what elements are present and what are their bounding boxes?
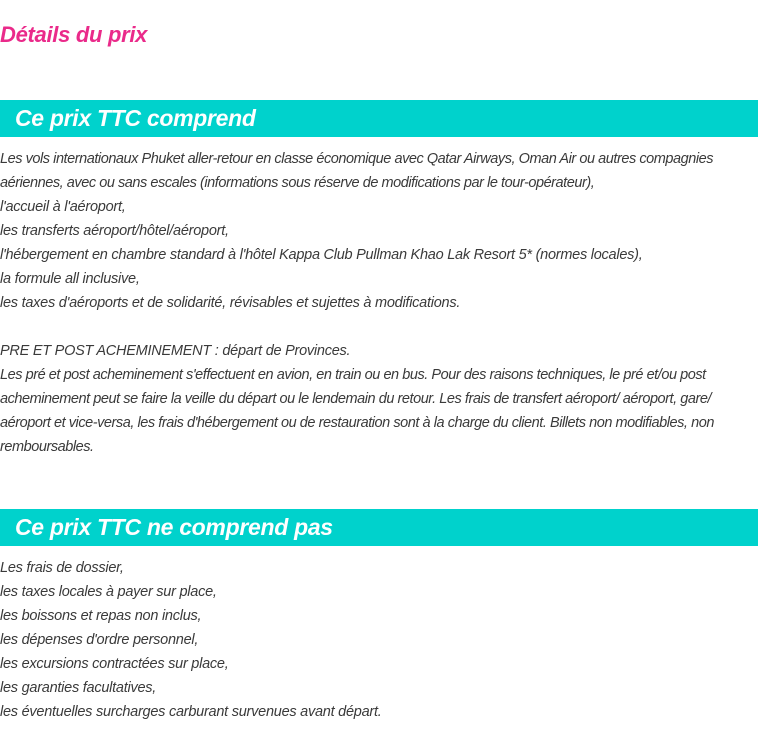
page-title: Détails du prix bbox=[0, 22, 148, 47]
excluded-heading: Ce prix TTC ne comprend pas bbox=[15, 514, 333, 540]
excluded-list bbox=[0, 556, 758, 724]
excluded-item: les éventuelles surcharges carburant survenues avant départ. bbox=[0, 704, 382, 720]
included-item: Les vols internationaux Phuket aller-retour en classe économique avec Qatar Airways, Oman Air ou autres compagnies aériennes, avec ou sans escales (informations sous réserve de modifications par le tour-opérateur), bbox=[0, 151, 714, 191]
included-item: les transferts aéroport/hôtel/aéroport, bbox=[0, 223, 229, 239]
excluded-item: Les frais de dossier, bbox=[0, 560, 124, 576]
transfer-text: Les pré et post acheminement s'effectuent en avion, en train ou en bus. Pour des raisons techniques, le pré et/ou post acheminement peut se faire la veille du départ ou le lendemain du retour. Les frais de transfert aéroport/ aéroport, gare/ aéroport et vice-versa, les frais d'hébergement ou de restauration sont à la charge du client. Billets non modifiables, non remboursables. bbox=[0, 367, 714, 455]
excluded-section-header bbox=[0, 509, 758, 546]
included-heading: Ce prix TTC comprend bbox=[15, 105, 256, 131]
excluded-item: les boissons et repas non inclus, bbox=[0, 608, 202, 624]
excluded-item: les taxes locales à payer sur place, bbox=[0, 584, 217, 600]
included-item: la formule all inclusive, bbox=[0, 271, 140, 287]
transfer-title: PRE ET POST ACHEMINEMENT : départ de Provinces. bbox=[0, 343, 351, 359]
included-item: l'hébergement en chambre standard à l'hôtel Kappa Club Pullman Khao Lak Resort 5* (normes locales), bbox=[0, 247, 643, 263]
excluded-item: les excursions contractées sur place, bbox=[0, 656, 229, 672]
included-list bbox=[0, 147, 758, 459]
excluded-item: les dépenses d'ordre personnel, bbox=[0, 632, 199, 648]
excluded-item: les garanties facultatives, bbox=[0, 680, 157, 696]
included-item: les taxes d'aéroports et de solidarité, révisables et sujettes à modifications. bbox=[0, 295, 461, 311]
included-section-header bbox=[0, 100, 758, 137]
included-item: l'accueil à l'aéroport, bbox=[0, 199, 126, 215]
